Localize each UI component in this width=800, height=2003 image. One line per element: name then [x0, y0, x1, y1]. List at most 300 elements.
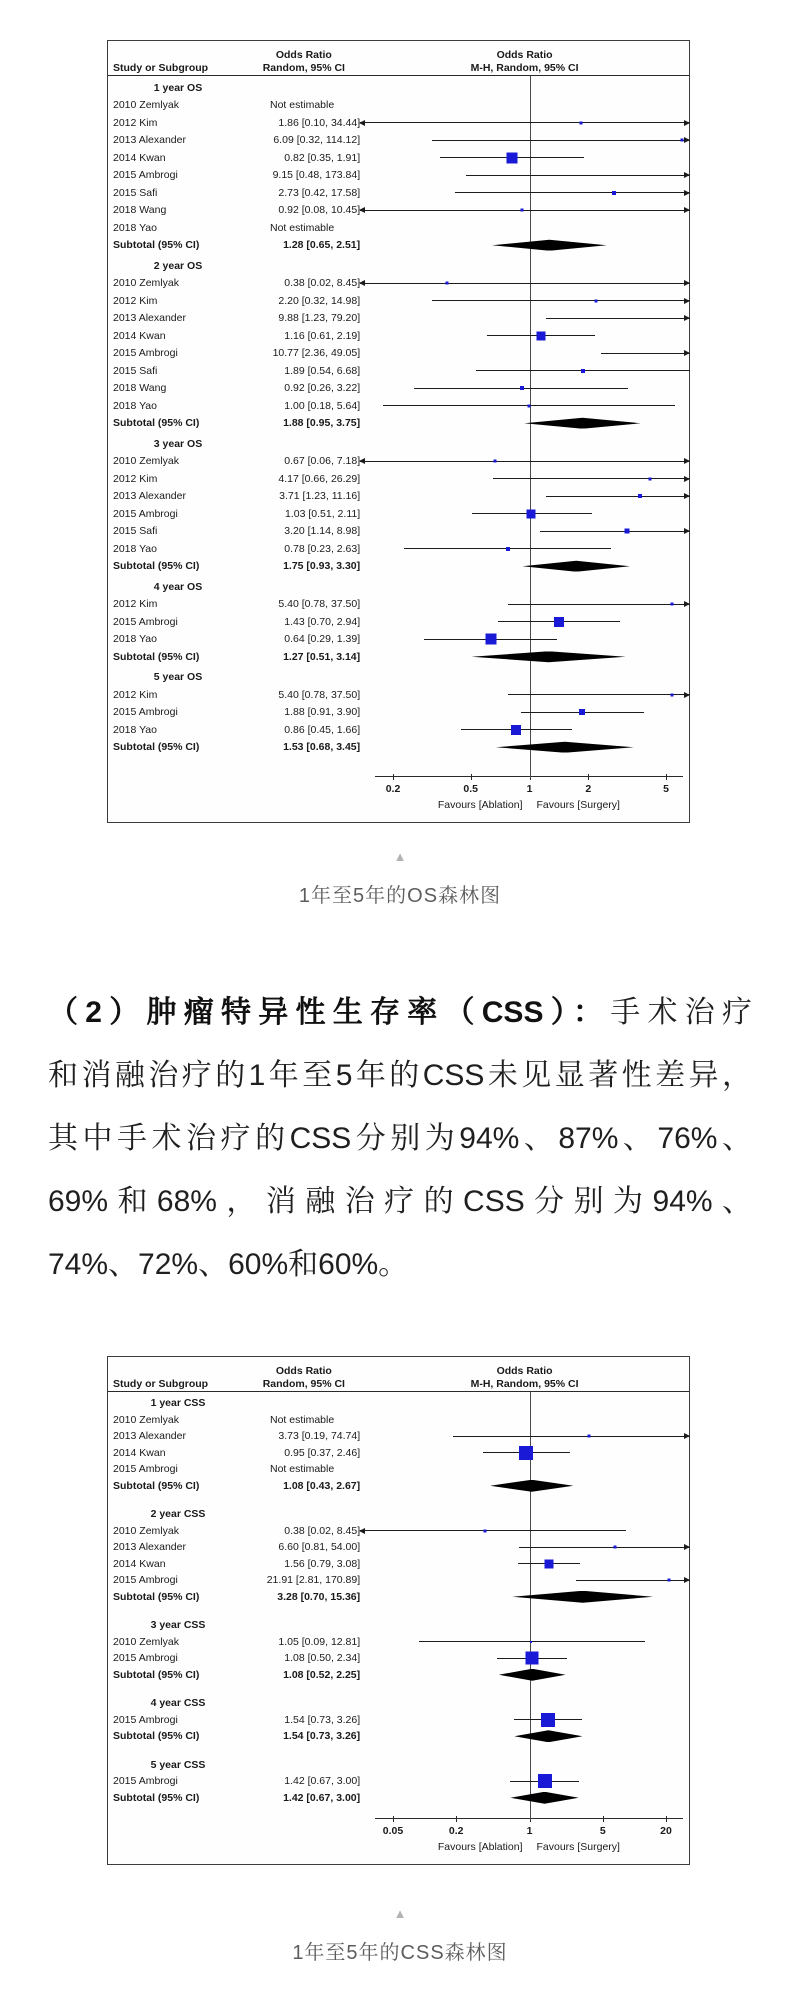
ci-line: [546, 496, 690, 497]
subtotal-diamond: [472, 651, 626, 662]
axis-tick-label: 1: [526, 783, 533, 795]
study-row: [108, 149, 689, 167]
ci-arrow-right: [684, 172, 690, 178]
ci-line: [519, 1547, 690, 1548]
axis-tick: [666, 774, 667, 780]
ci-chart-cell: [360, 149, 689, 167]
paragraph-line: 和消融治疗的1年至5年的CSS未见显著性差异，: [48, 1059, 752, 1092]
ci-arrow-right: [684, 207, 690, 213]
ci-line: [360, 1530, 626, 1531]
study-row: [108, 362, 689, 380]
point-estimate-marker: [506, 547, 510, 551]
ci-chart-cell: [360, 380, 689, 398]
study-label: 2015 Ambrogi: [113, 1652, 178, 1665]
point-estimate-marker: [520, 209, 523, 212]
study-row: [108, 1412, 689, 1429]
ci-chart-cell: [360, 540, 689, 558]
study-label: 2013 Alexander: [113, 1541, 186, 1554]
ci-line: [419, 1641, 645, 1642]
point-estimate-marker: [648, 477, 651, 480]
axis-tick: [588, 774, 589, 780]
study-label: 2010 Zemlyak: [113, 1635, 179, 1648]
axis-tick: [603, 1816, 604, 1822]
ci-chart-cell: [360, 1712, 689, 1729]
ci-line: [360, 461, 690, 462]
axis-tick-label: 0.2: [448, 1825, 464, 1837]
axis-tick: [471, 774, 472, 780]
study-row: [108, 596, 689, 614]
point-estimate-marker: [506, 152, 517, 163]
study-label: Subtotal (95% CI): [113, 1668, 200, 1681]
axis-tick-label: 2: [585, 783, 592, 795]
subgroup-label: 5 year CSS: [150, 1758, 206, 1771]
ci-arrow-left: [359, 458, 365, 464]
ci-arrow-right: [684, 476, 690, 482]
point-estimate-marker: [680, 139, 683, 142]
effect-estimate-text: Not estimable: [270, 99, 335, 112]
ci-chart-cell: [360, 1773, 689, 1790]
effect-estimate-text: 0.38 [0.02, 8.45]: [284, 277, 361, 290]
study-label: Subtotal (95% CI): [113, 650, 200, 663]
ci-chart-cell: [360, 648, 689, 666]
subgroup-header-row: [108, 79, 689, 97]
study-label: 2014 Kwan: [113, 329, 166, 342]
ci-line: [540, 531, 690, 532]
subtotal-row: [108, 1589, 689, 1606]
ci-arrow-right: [684, 315, 690, 321]
study-label: 2013 Alexander: [113, 1430, 186, 1443]
effect-estimate-text: 1.56 [0.79, 3.08]: [284, 1557, 361, 1570]
study-label: 2012 Kim: [113, 294, 158, 307]
forest-plot-body: [108, 76, 689, 756]
study-row: [108, 380, 689, 398]
study-row: [108, 1634, 689, 1651]
point-estimate-marker: [485, 634, 496, 645]
axis-tick-label: 0.05: [382, 1825, 404, 1837]
subgroup-header-row: [108, 257, 689, 275]
study-row: [108, 1773, 689, 1790]
effect-estimate-text: 4.17 [0.66, 26.29]: [278, 472, 361, 485]
effect-estimate-text: 1.03 [0.51, 2.11]: [285, 507, 361, 520]
ci-line: [493, 478, 690, 479]
ci-arrow-right: [684, 298, 690, 304]
ci-chart-cell: [360, 686, 689, 704]
effect-estimate-text: 1.28 [0.65, 2.51]: [283, 239, 361, 252]
ci-chart-cell: [360, 739, 689, 757]
study-label: 2018 Yao: [113, 399, 157, 412]
study-label: 2015 Ambrogi: [113, 507, 178, 520]
effect-estimate-text: 1.42 [0.67, 3.00]: [284, 1775, 361, 1788]
ci-chart-cell: [360, 292, 689, 310]
paragraph-line: 74%、72%、60%和60%。: [48, 1248, 409, 1281]
subgroup-label: 1 year OS: [153, 81, 203, 94]
forest-plot-axis: [361, 776, 691, 822]
study-row: [108, 631, 689, 649]
study-label: 2012 Kim: [113, 116, 158, 129]
subtotal-diamond: [492, 240, 607, 251]
ci-arrow-right: [684, 137, 690, 143]
effect-estimate-text: 6.60 [0.81, 54.00]: [278, 1541, 361, 1554]
effect-estimate-text: 3.28 [0.70, 15.36]: [277, 1590, 361, 1603]
point-estimate-marker: [581, 369, 585, 373]
ci-chart-cell: [360, 488, 689, 506]
axis-tick-label: 20: [660, 1825, 672, 1837]
column-header-plot: Odds Ratio M-H, Random, 95% CI: [470, 1365, 579, 1390]
effect-estimate-text: Not estimable: [270, 221, 335, 234]
study-label: 2012 Kim: [113, 688, 158, 701]
study-label: 2013 Alexander: [113, 490, 186, 503]
subtotal-row: [108, 739, 689, 757]
ci-chart-cell: [360, 397, 689, 415]
favours-left-label: Favours [Ablation]: [437, 1841, 523, 1853]
study-label: 2015 Ambrogi: [113, 1775, 178, 1788]
point-estimate-marker: [668, 1579, 671, 1582]
study-label: 2012 Kim: [113, 472, 158, 485]
effect-estimate-text: 1.54 [0.73, 3.26]: [283, 1730, 361, 1743]
study-row: [108, 114, 689, 132]
subgroup-header-row: [108, 669, 689, 687]
effect-estimate-text: 0.95 [0.37, 2.46]: [284, 1446, 361, 1459]
point-estimate-marker: [530, 1641, 532, 1643]
effect-estimate-text: 1.27 [0.51, 3.14]: [283, 650, 361, 663]
paragraph-lead-bold: （2）肿瘤特异性生存率（CSS）：: [48, 996, 611, 1029]
effect-estimate-text: 1.16 [0.61, 2.19]: [284, 329, 361, 342]
ci-chart-cell: [360, 345, 689, 363]
css-figure-caption: 1年至5年的CSS森林图: [292, 1942, 508, 1964]
study-label: Subtotal (95% CI): [113, 1730, 200, 1743]
paragraph-line: （2）肿瘤特异性生存率（CSS）：手术治疗: [48, 996, 753, 1029]
study-label: 2015 Ambrogi: [113, 1574, 178, 1587]
ci-arrow-right: [684, 280, 690, 286]
point-estimate-marker: [519, 1446, 533, 1460]
ci-chart-cell: [360, 1634, 689, 1651]
study-row: [108, 540, 689, 558]
subgroup-label: 3 year OS: [153, 437, 203, 450]
column-header-study: Study or Subgroup: [113, 62, 209, 74]
ci-chart-cell: [360, 523, 689, 541]
subgroup-header-row: [108, 1695, 689, 1712]
study-label: Subtotal (95% CI): [113, 560, 200, 573]
ci-line: [576, 1580, 690, 1581]
forest-plot-axis: [361, 1818, 691, 1864]
study-row: [108, 523, 689, 541]
ci-arrow-right: [684, 493, 690, 499]
effect-estimate-text: 2.20 [0.32, 14.98]: [278, 294, 361, 307]
subtotal-row: [108, 237, 689, 255]
study-row: [108, 397, 689, 415]
study-label: Subtotal (95% CI): [113, 1590, 200, 1603]
study-row: [108, 1445, 689, 1462]
ci-chart-cell: [360, 362, 689, 380]
subgroup-header-row: [108, 1757, 689, 1774]
ci-chart-cell: [360, 1556, 689, 1573]
effect-estimate-text: Not estimable: [270, 1413, 335, 1426]
effect-estimate-text: 0.82 [0.35, 1.91]: [284, 151, 361, 164]
point-estimate-marker: [538, 1774, 552, 1788]
study-label: 2018 Wang: [113, 382, 167, 395]
ci-chart-cell: [360, 1728, 689, 1745]
point-estimate-marker: [526, 1652, 539, 1665]
ci-chart-cell: [360, 1650, 689, 1667]
favours-right-label: Favours [Surgery]: [536, 1841, 620, 1853]
point-estimate-marker: [580, 121, 583, 124]
axis-tick: [456, 1816, 457, 1822]
point-estimate-marker: [587, 1435, 590, 1438]
ci-chart-cell: [360, 1572, 689, 1589]
subtotal-row: [108, 1728, 689, 1745]
study-row: [108, 721, 689, 739]
study-label: 2013 Alexander: [113, 134, 186, 147]
css-forest-plot-figure: [107, 1356, 690, 1865]
effect-estimate-text: Not estimable: [270, 1463, 335, 1476]
study-label: 2010 Zemlyak: [113, 1413, 179, 1426]
ci-line: [601, 353, 690, 354]
effect-estimate-text: 10.77 [2.36, 49.05]: [272, 347, 361, 360]
study-row: [108, 1650, 689, 1667]
study-label: 2010 Zemlyak: [113, 277, 179, 290]
effect-estimate-text: 1.75 [0.93, 3.30]: [283, 560, 361, 573]
subtotal-row: [108, 558, 689, 576]
study-row: [108, 505, 689, 523]
study-label: 2012 Kim: [113, 598, 158, 611]
effect-estimate-text: 3.20 [1.14, 8.98]: [284, 525, 361, 538]
ci-line: [508, 604, 691, 605]
point-estimate-marker: [544, 1559, 553, 1568]
ci-chart-cell: [360, 310, 689, 328]
point-estimate-marker: [612, 191, 616, 195]
effect-estimate-text: 5.40 [0.78, 37.50]: [278, 688, 361, 701]
ci-chart-cell: [360, 415, 689, 433]
column-header-study: Study or Subgroup: [113, 1378, 209, 1390]
effect-estimate-text: 1.88 [0.91, 3.90]: [284, 706, 361, 719]
effect-estimate-text: 1.86 [0.10, 34.44]: [278, 116, 361, 129]
study-row: [108, 345, 689, 363]
study-row: [108, 202, 689, 220]
point-estimate-marker: [483, 1529, 486, 1532]
ci-arrow-right: [684, 1433, 690, 1439]
effect-estimate-text: 0.92 [0.08, 10.45]: [278, 204, 361, 217]
study-row: [108, 453, 689, 471]
collapse-triangle-icon: ▲: [393, 849, 407, 864]
study-label: 2014 Kwan: [113, 1557, 166, 1570]
subgroup-label: 4 year CSS: [150, 1697, 206, 1710]
study-label: 2018 Yao: [113, 221, 157, 234]
ci-chart-cell: [360, 1539, 689, 1556]
point-estimate-marker: [520, 386, 524, 390]
effect-estimate-text: 0.78 [0.23, 2.63]: [284, 542, 361, 555]
os-figure-caption: 1年至5年的OS森林图: [298, 885, 502, 907]
column-header-effect: Odds Ratio Random, 95% CI: [262, 49, 345, 74]
study-label: 2010 Zemlyak: [113, 455, 179, 468]
axis-tick: [393, 1816, 394, 1822]
study-label: 2010 Zemlyak: [113, 1524, 179, 1537]
subtotal-row: [108, 648, 689, 666]
study-row: [108, 167, 689, 185]
axis-tick-label: 5: [599, 1825, 606, 1837]
point-estimate-marker: [541, 1713, 555, 1727]
effect-estimate-text: 1.42 [0.67, 3.00]: [283, 1791, 361, 1804]
effect-estimate-text: 1.43 [0.70, 2.94]: [284, 615, 361, 628]
subtotal-row: [108, 415, 689, 433]
ci-chart-cell: [360, 275, 689, 293]
study-row: [108, 470, 689, 488]
column-header-effect: Odds Ratio Random, 95% CI: [262, 1365, 345, 1390]
ci-chart-cell: [360, 1523, 689, 1540]
css-paragraph: [48, 981, 752, 1296]
study-row: [108, 1428, 689, 1445]
point-estimate-marker: [445, 282, 448, 285]
ci-line: [432, 300, 690, 301]
ci-line: [360, 210, 690, 211]
subgroup-label: 2 year CSS: [150, 1508, 206, 1521]
os-forest-plot-figure: [107, 40, 690, 823]
effect-estimate-text: 21.91 [2.81, 170.89]: [266, 1574, 361, 1587]
ci-chart-cell: [360, 1478, 689, 1495]
ci-chart-cell: [360, 470, 689, 488]
subtotal-diamond: [510, 1792, 578, 1804]
axis-tick: [393, 774, 394, 780]
effect-estimate-text: 1.08 [0.52, 2.25]: [283, 1668, 361, 1681]
ci-arrow-left: [359, 120, 365, 126]
point-estimate-marker: [493, 460, 496, 463]
ci-chart-cell: [360, 704, 689, 722]
study-label: 2018 Yao: [113, 542, 157, 555]
point-estimate-marker: [537, 331, 546, 340]
study-row: [108, 686, 689, 704]
paragraph-line: 69%和68%，消融治疗的CSS分别为94%、: [48, 1185, 752, 1218]
ci-arrow-right: [684, 1577, 690, 1583]
ci-chart-cell: [360, 114, 689, 132]
effect-estimate-text: 1.08 [0.50, 2.34]: [284, 1652, 361, 1665]
study-label: 2013 Alexander: [113, 312, 186, 325]
study-label: 2014 Kwan: [113, 151, 166, 164]
subgroup-header-row: [108, 1395, 689, 1412]
ci-chart-cell: [360, 631, 689, 649]
ci-chart-cell: [360, 1589, 689, 1606]
point-estimate-marker: [670, 693, 673, 696]
study-row: [108, 1539, 689, 1556]
subtotal-diamond: [514, 1730, 582, 1742]
study-row: [108, 219, 689, 237]
study-row: [108, 1461, 689, 1478]
ci-chart-cell: [360, 1461, 689, 1478]
ci-arrow-left: [359, 207, 365, 213]
favours-right-label: Favours [Surgery]: [536, 799, 620, 811]
study-label: Subtotal (95% CI): [113, 417, 200, 430]
forest-plot-header: [108, 1361, 689, 1392]
study-row: [108, 97, 689, 115]
ci-chart-cell: [360, 184, 689, 202]
study-label: Subtotal (95% CI): [113, 239, 200, 252]
point-estimate-marker: [613, 1546, 616, 1549]
subtotal-row: [108, 1667, 689, 1684]
study-row: [108, 184, 689, 202]
effect-estimate-text: 5.40 [0.78, 37.50]: [278, 598, 361, 611]
paragraph-line: 其中手术治疗的CSS分别为94%、87%、76%、: [48, 1122, 752, 1155]
subtotal-diamond: [499, 1669, 566, 1681]
ci-chart-cell: [360, 613, 689, 631]
collapse-triangle-icon: ▲: [393, 1906, 407, 1921]
ci-line: [360, 122, 690, 123]
ci-chart-cell: [360, 219, 689, 237]
point-estimate-marker: [579, 709, 585, 715]
axis-tick-label: 5: [663, 783, 669, 795]
subgroup-label: 2 year OS: [153, 259, 203, 272]
ci-line: [466, 175, 690, 176]
forest-plot-header: [108, 45, 689, 76]
ci-chart-cell: [360, 1445, 689, 1462]
ci-arrow-right: [684, 458, 690, 464]
study-row: [108, 292, 689, 310]
effect-estimate-text: 0.64 [0.29, 1.39]: [284, 633, 361, 646]
ci-chart-cell: [360, 97, 689, 115]
study-row: [108, 327, 689, 345]
ci-arrow-left: [359, 1528, 365, 1534]
ci-line: [453, 1436, 690, 1437]
effect-estimate-text: 9.88 [1.23, 79.20]: [278, 312, 361, 325]
subtotal-diamond: [524, 418, 640, 429]
ci-chart-cell: [360, 596, 689, 614]
study-row: [108, 132, 689, 150]
study-row: [108, 488, 689, 506]
effect-estimate-text: 1.54 [0.73, 3.26]: [284, 1713, 361, 1726]
ci-arrow-right: [684, 190, 690, 196]
subgroup-label: 3 year CSS: [150, 1619, 206, 1632]
favours-left-label: Favours [Ablation]: [437, 799, 523, 811]
subgroup-header-row: [108, 1617, 689, 1634]
point-estimate-marker: [594, 299, 597, 302]
effect-estimate-text: 0.67 [0.06, 7.18]: [284, 455, 361, 468]
study-row: [108, 275, 689, 293]
subgroup-label: 4 year OS: [153, 580, 203, 593]
subtotal-diamond: [512, 1591, 653, 1603]
ci-arrow-right: [684, 692, 690, 698]
effect-estimate-text: 1.88 [0.95, 3.75]: [283, 417, 361, 430]
ci-arrow-right: [684, 120, 690, 126]
effect-estimate-text: 9.15 [0.48, 173.84]: [272, 169, 361, 182]
study-label: 2015 Ambrogi: [113, 1713, 178, 1726]
ci-chart-cell: [360, 132, 689, 150]
point-estimate-marker: [638, 494, 642, 498]
point-estimate-marker: [511, 725, 521, 735]
effect-estimate-text: 1.05 [0.09, 12.81]: [278, 1635, 361, 1648]
effect-estimate-text: 1.53 [0.68, 3.45]: [283, 741, 361, 754]
axis-tick-label: 1: [526, 1825, 533, 1837]
study-label: 2018 Yao: [113, 723, 157, 736]
ci-chart-cell: [360, 237, 689, 255]
ci-arrow-right: [684, 528, 690, 534]
effect-estimate-text: 1.00 [0.18, 5.64]: [284, 399, 361, 412]
study-label: 2014 Kwan: [113, 1446, 166, 1459]
effect-estimate-text: 0.38 [0.02, 8.45]: [284, 1524, 361, 1537]
ci-chart-cell: [360, 1790, 689, 1807]
effect-estimate-text: 1.08 [0.43, 2.67]: [283, 1479, 361, 1492]
ci-line: [360, 283, 690, 284]
study-label: 2018 Wang: [113, 204, 167, 217]
subgroup-header-row: [108, 435, 689, 453]
effect-estimate-text: 3.71 [1.23, 11.16]: [279, 490, 361, 503]
study-row: [108, 310, 689, 328]
ci-chart-cell: [360, 167, 689, 185]
study-row: [108, 704, 689, 722]
study-label: Subtotal (95% CI): [113, 1791, 200, 1804]
study-row: [108, 613, 689, 631]
effect-estimate-text: 6.09 [0.32, 114.12]: [273, 134, 361, 147]
study-label: Subtotal (95% CI): [113, 1479, 200, 1492]
subgroup-label: 1 year CSS: [150, 1397, 206, 1410]
study-label: Subtotal (95% CI): [113, 741, 200, 754]
ci-arrow-left: [359, 280, 365, 286]
